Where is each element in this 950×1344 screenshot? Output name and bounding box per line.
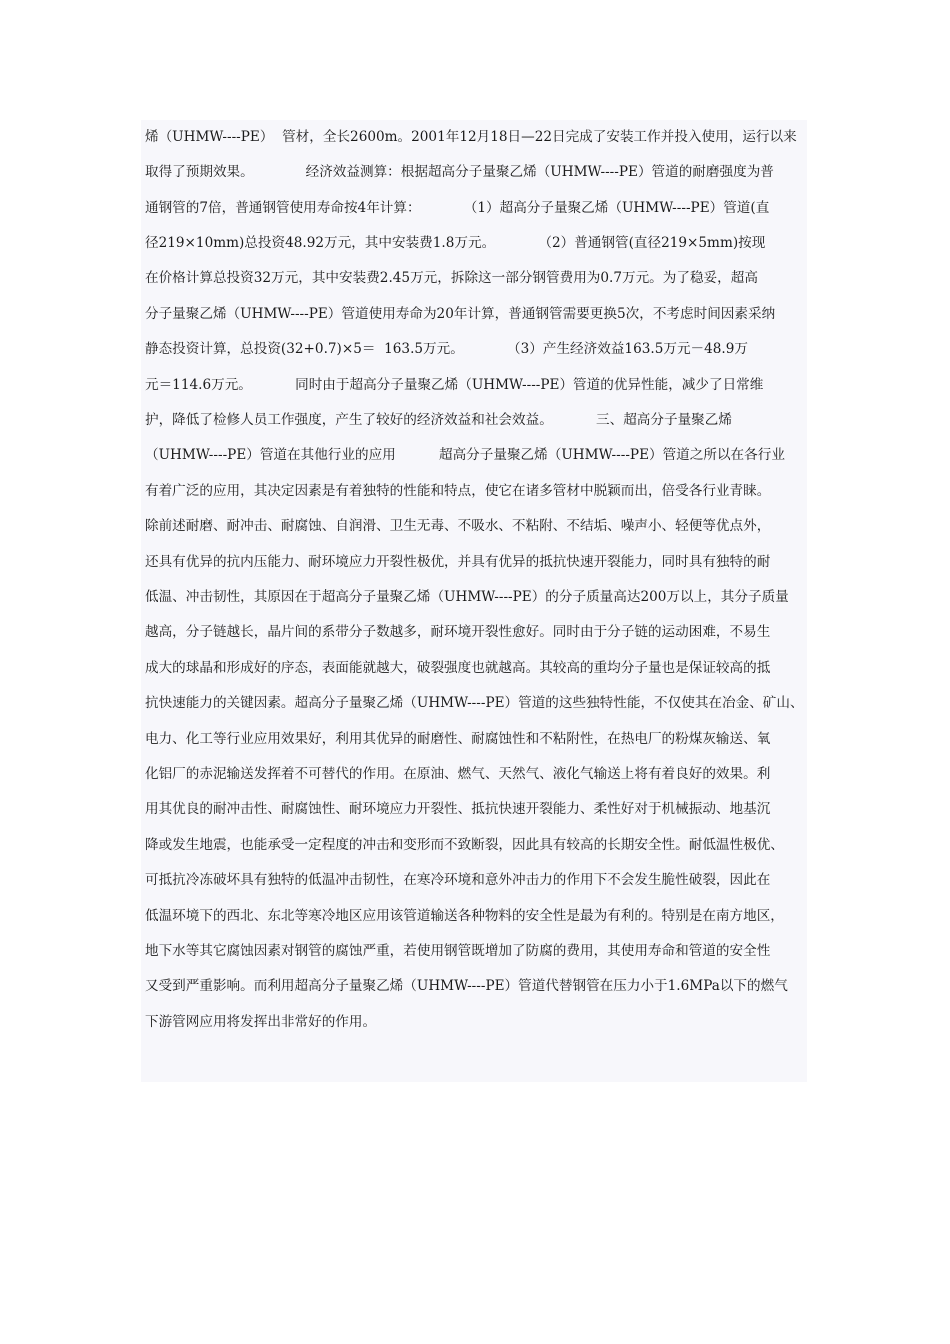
text-line-11: 有着广泛的应用，其决定因素是有着独特的性能和特点，使它在诸多管材中脱颖而出，倍受各行业青睐。 [145, 483, 771, 499]
text-line-16: 成大的球晶和形成好的序态，表面能就越大，破裂强度也就越高。其较高的重均分子量也是保证较高的抵 [145, 660, 771, 676]
text-line-19: 化铝厂的赤泥输送发挥着不可替代的作用。在原油、燃气、天然气、液化气输送上将有着良好的效果。利 [145, 766, 771, 782]
text-line-3: 通钢管的7倍，普通钢管使用寿命按4年计算： （1）超高分子量聚乙烯（UHMW----PE）管道(直 [145, 200, 770, 216]
text-line-6: 分子量聚乙烯（UHMW----PE）管道使用寿命为20年计算，普通钢管需要更换5次，不考虑时间因素采纳 [145, 306, 776, 322]
text-line-2: 取得了预期效果。 经济效益测算：根据超高分子量聚乙烯（UHMW----PE）管道的耐磨强度为普 [145, 164, 774, 180]
text-line-22: 可抵抗冷冻破坏具有独特的低温冲击韧性，在寒冷环境和意外冲击力的作用下不会发生脆性破裂，因此在 [145, 872, 771, 888]
text-line-21: 降或发生地震，也能承受一定程度的冲击和变形而不致断裂，因此具有较高的长期安全性。耐低温性极优、 [145, 837, 784, 853]
text-line-13: 还具有优异的抗内压能力、耐环境应力开裂性极优，并具有优异的抵抗快速开裂能力，同时具有独特的耐 [145, 554, 771, 570]
text-line-20: 用其优良的耐冲击性、耐腐蚀性、耐环境应力开裂性、抵抗快速开裂能力、柔性好对于机械振动、地基沉 [145, 801, 771, 817]
text-line-9: 护，降低了检修人员工作强度，产生了较好的经济效益和社会效益。 三、超高分子量聚乙烯 [145, 412, 732, 428]
text-line-17: 抗快速能力的关键因素。超高分子量聚乙烯（UHMW----PE）管道的这些独特性能，不仅使其在冶金、矿山、 [145, 695, 804, 711]
text-line-26: 下游管网应用将发挥出非常好的作用。 [145, 1014, 377, 1030]
text-line-18: 电力、化工等行业应用效果好，利用其优异的耐磨性、耐腐蚀性和不粘附性，在热电厂的粉煤灰输送、氧 [145, 731, 771, 747]
text-line-8: 元＝114.6万元。 同时由于超高分子量聚乙烯（UHMW----PE）管道的优异性能，减少了日常维 [145, 377, 764, 393]
text-line-1: 烯（UHMW----PE） 管材，全长2600m。2001年12月18日—22日完成了安装工作并投入使用，运行以来 [145, 129, 797, 145]
text-line-7: 静态投资计算，总投资(32+0.7)×5＝ 163.5万元。 （3）产生经济效益163.5万元－48.9万 [145, 341, 748, 357]
text-line-10: （UHMW----PE）管道在其他行业的应用 超高分子量聚乙烯（UHMW----PE）管道之所以在各行业 [145, 447, 785, 463]
text-line-14: 低温、冲击韧性，其原因在于超高分子量聚乙烯（UHMW----PE）的分子质量高达200万以上，其分子质量 [145, 589, 789, 605]
text-line-25: 又受到严重影响。而利用超高分子量聚乙烯（UHMW----PE）管道代替钢管在压力小于1.6MPa以下的燃气 [145, 978, 788, 994]
text-line-23: 低温环境下的西北、东北等寒冷地区应用该管道输送各种物料的安全性是最为有利的。特别是在南方地区， [145, 908, 784, 924]
text-line-12: 除前述耐磨、耐冲击、耐腐蚀、自润滑、卫生无毒、不吸水、不粘附、不结垢、噪声小、轻便等优点外， [145, 518, 771, 534]
text-line-24: 地下水等其它腐蚀因素对钢管的腐蚀严重，若使用钢管既增加了防腐的费用，其使用寿命和管道的安全性 [145, 943, 771, 959]
text-line-4: 径219×10mm)总投资48.92万元，其中安装费1.8万元。 （2）普通钢管(直径219×5mm)按现 [145, 235, 766, 251]
text-line-15: 越高，分子链越长，晶片间的系带分子数越多，耐环境开裂性愈好。同时由于分子链的运动困难，不易生 [145, 624, 771, 640]
text-line-5: 在价格计算总投资32万元，其中安装费2.45万元，拆除这一部分钢管费用为0.7万元。为了稳妥，超高 [145, 270, 758, 286]
body-text-block [141, 120, 807, 1082]
